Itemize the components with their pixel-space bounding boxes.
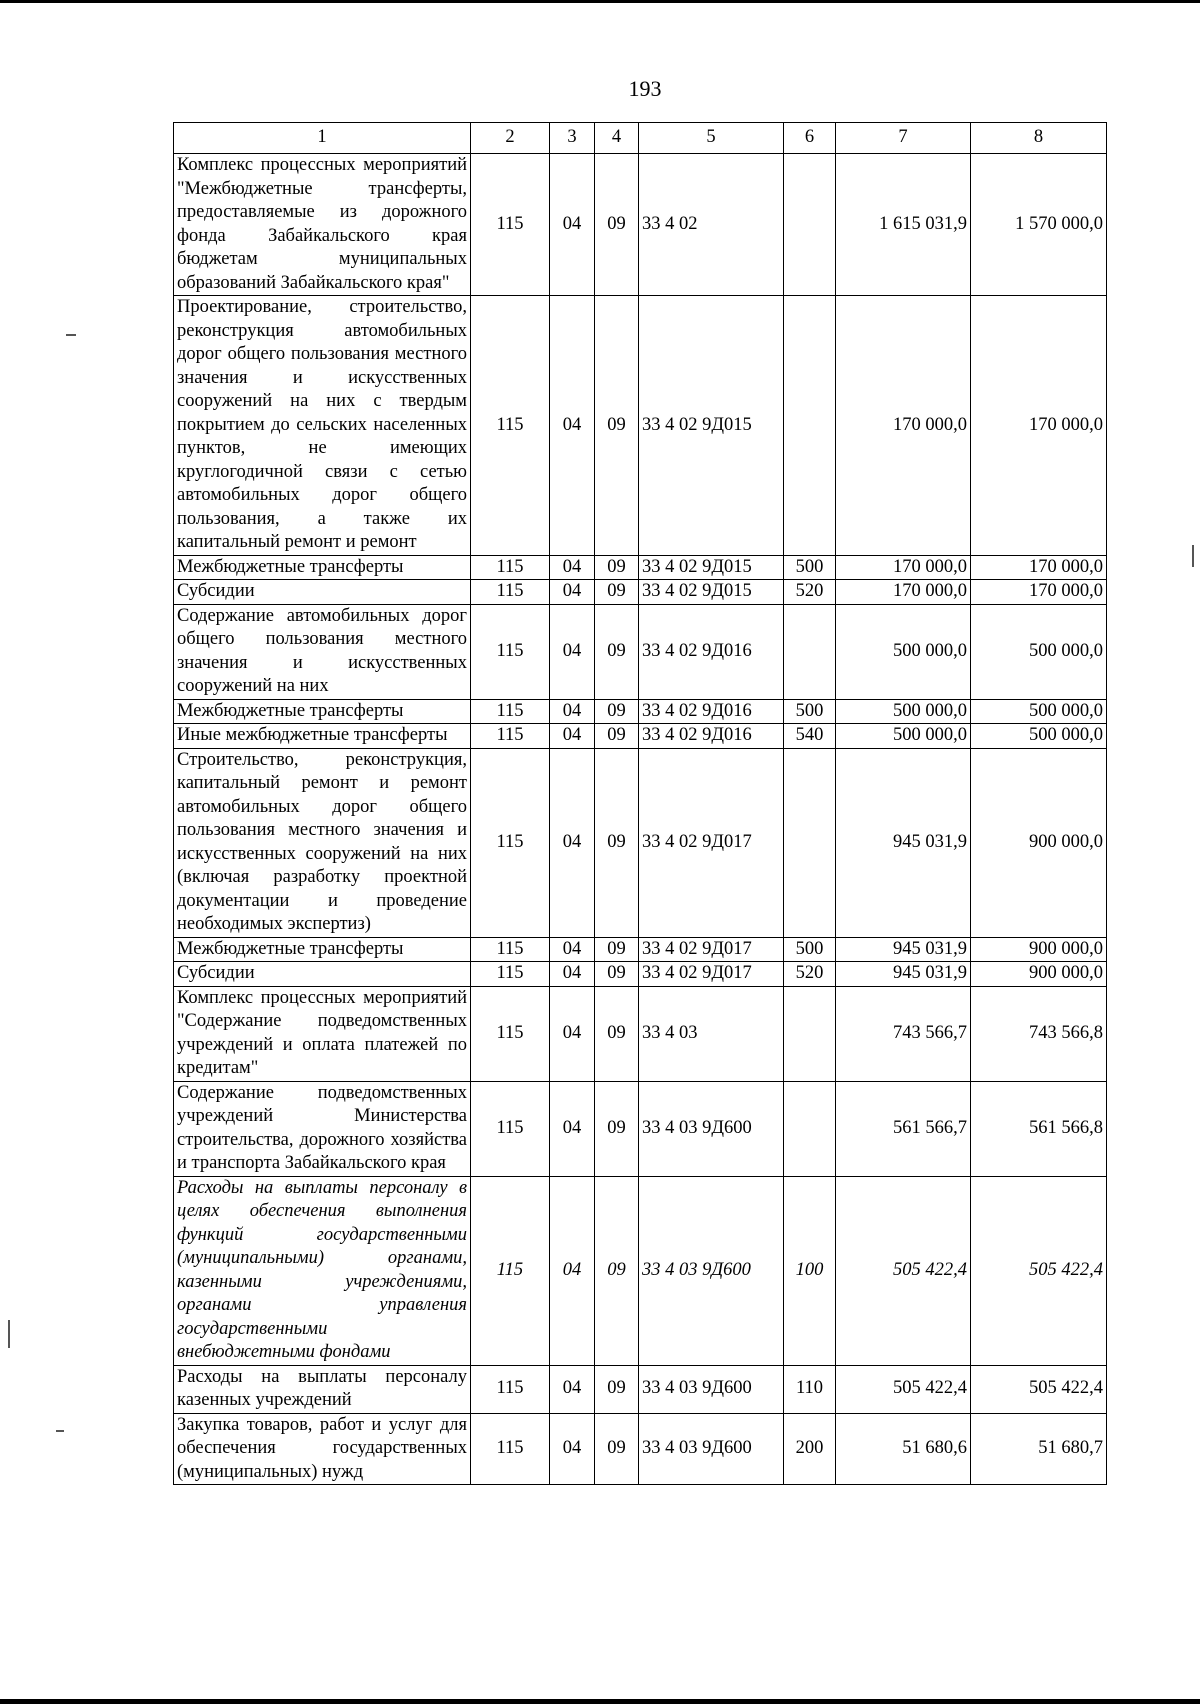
target-article-code: 33 4 03 xyxy=(639,986,784,1081)
target-article-code: 33 4 02 9Д017 xyxy=(639,937,784,962)
amount-year-1: 170 000,0 xyxy=(836,580,971,605)
section-code: 04 xyxy=(550,724,595,749)
ministry-code: 115 xyxy=(471,1413,550,1485)
table-header-row xyxy=(174,123,1107,154)
ministry-code: 115 xyxy=(471,1365,550,1413)
section-code: 04 xyxy=(550,296,595,556)
amount-year-1: 500 000,0 xyxy=(836,724,971,749)
table-row xyxy=(174,580,1107,605)
table-row xyxy=(174,724,1107,749)
row-description: Содержание подведомственных учреждений Министерства строительства, дорожного хозяйства и транспорта Забайкальского края xyxy=(174,1081,471,1176)
row-description: Межбюджетные трансферты xyxy=(174,555,471,580)
target-article-code: 33 4 02 xyxy=(639,154,784,296)
row-description: Строительство, реконструкция, капитальный ремонт и ремонт автомобильных дорог общего пользования местного значения и искусственных сооружений на них (включая разработку проектной документации и проведение необходимых экспертиз) xyxy=(174,748,471,937)
ministry-code: 115 xyxy=(471,748,550,937)
table-row xyxy=(174,1413,1107,1485)
section-code: 04 xyxy=(550,962,595,987)
subsection-code: 09 xyxy=(595,154,639,296)
section-code: 04 xyxy=(550,937,595,962)
section-code: 04 xyxy=(550,580,595,605)
expense-type-code: 110 xyxy=(784,1365,836,1413)
ministry-code: 115 xyxy=(471,937,550,962)
target-article-code: 33 4 03 9Д600 xyxy=(639,1413,784,1485)
amount-year-2: 561 566,8 xyxy=(971,1081,1107,1176)
section-code: 04 xyxy=(550,555,595,580)
subsection-code: 09 xyxy=(595,937,639,962)
section-code: 04 xyxy=(550,1365,595,1413)
target-article-code: 33 4 02 9Д016 xyxy=(639,724,784,749)
row-description: Расходы на выплаты персоналу казенных учреждений xyxy=(174,1365,471,1413)
scan-mark xyxy=(1192,545,1194,567)
row-description: Расходы на выплаты персоналу в целях обеспечения выполнения функций государственными (муниципальными) органами, казенными учреждениями, органами управления государственными внебюджетными фондами xyxy=(174,1176,471,1365)
table-row xyxy=(174,1365,1107,1413)
table-row xyxy=(174,1176,1107,1365)
scan-mark xyxy=(66,334,76,336)
bottom-scan-border xyxy=(0,1699,1200,1704)
row-description: Межбюджетные трансферты xyxy=(174,937,471,962)
subsection-code: 09 xyxy=(595,986,639,1081)
amount-year-2: 900 000,0 xyxy=(971,748,1107,937)
budget-table xyxy=(173,122,1107,1485)
scan-mark xyxy=(56,1430,64,1432)
section-code: 04 xyxy=(550,154,595,296)
amount-year-1: 945 031,9 xyxy=(836,748,971,937)
expense-type-code: 100 xyxy=(784,1176,836,1365)
target-article-code: 33 4 03 9Д600 xyxy=(639,1081,784,1176)
amount-year-1: 743 566,7 xyxy=(836,986,971,1081)
amount-year-2: 500 000,0 xyxy=(971,604,1107,699)
expense-type-code: 520 xyxy=(784,580,836,605)
section-code: 04 xyxy=(550,1413,595,1485)
row-description: Проектирование, строительство, реконструкция автомобильных дорог общего пользования местного значения и искусственных сооружений на них с твердым покрытием до сельских населенных пунктов, не имеющих круглогодичной связи с сетью автомобильных дорог общего пользования, а также их капитальный ремонт и ремонт xyxy=(174,296,471,556)
column-header: 4 xyxy=(595,123,639,154)
row-description: Межбюджетные трансферты xyxy=(174,699,471,724)
subsection-code: 09 xyxy=(595,1081,639,1176)
table-row xyxy=(174,962,1107,987)
section-code: 04 xyxy=(550,1176,595,1365)
expense-type-code: 200 xyxy=(784,1413,836,1485)
column-header: 2 xyxy=(471,123,550,154)
ministry-code: 115 xyxy=(471,296,550,556)
table-row xyxy=(174,937,1107,962)
subsection-code: 09 xyxy=(595,296,639,556)
ministry-code: 115 xyxy=(471,986,550,1081)
amount-year-1: 505 422,4 xyxy=(836,1365,971,1413)
table-row xyxy=(174,699,1107,724)
table-row xyxy=(174,604,1107,699)
amount-year-1: 1 615 031,9 xyxy=(836,154,971,296)
table-row xyxy=(174,1081,1107,1176)
amount-year-2: 170 000,0 xyxy=(971,580,1107,605)
table-body xyxy=(174,154,1107,1485)
column-header: 3 xyxy=(550,123,595,154)
ministry-code: 115 xyxy=(471,1176,550,1365)
ministry-code: 115 xyxy=(471,724,550,749)
page-number: 193 xyxy=(628,76,662,101)
row-description: Комплекс процессных мероприятий "Содержание подведомственных учреждений и оплата платежей по кредитам" xyxy=(174,986,471,1081)
column-header: 6 xyxy=(784,123,836,154)
table-row xyxy=(174,555,1107,580)
table-row xyxy=(174,748,1107,937)
expense-type-code: 500 xyxy=(784,555,836,580)
subsection-code: 09 xyxy=(595,604,639,699)
table-row xyxy=(174,296,1107,556)
amount-year-2: 500 000,0 xyxy=(971,699,1107,724)
expense-type-code: 520 xyxy=(784,962,836,987)
target-article-code: 33 4 02 9Д015 xyxy=(639,580,784,605)
row-description: Содержание автомобильных дорог общего пользования местного значения и искусственных сооружений на них xyxy=(174,604,471,699)
subsection-code: 09 xyxy=(595,1176,639,1365)
column-header: 1 xyxy=(174,123,471,154)
target-article-code: 33 4 02 9Д017 xyxy=(639,748,784,937)
subsection-code: 09 xyxy=(595,962,639,987)
subsection-code: 09 xyxy=(595,580,639,605)
column-header: 8 xyxy=(971,123,1107,154)
ministry-code: 115 xyxy=(471,962,550,987)
section-code: 04 xyxy=(550,699,595,724)
amount-year-2: 170 000,0 xyxy=(971,555,1107,580)
amount-year-1: 561 566,7 xyxy=(836,1081,971,1176)
target-article-code: 33 4 03 9Д600 xyxy=(639,1365,784,1413)
target-article-code: 33 4 02 9Д016 xyxy=(639,699,784,724)
amount-year-2: 900 000,0 xyxy=(971,962,1107,987)
amount-year-1: 945 031,9 xyxy=(836,962,971,987)
amount-year-2: 170 000,0 xyxy=(971,296,1107,556)
row-description: Субсидии xyxy=(174,580,471,605)
amount-year-2: 743 566,8 xyxy=(971,986,1107,1081)
expense-type-code: 500 xyxy=(784,937,836,962)
column-header: 5 xyxy=(639,123,784,154)
target-article-code: 33 4 02 9Д016 xyxy=(639,604,784,699)
column-header: 7 xyxy=(836,123,971,154)
table-row xyxy=(174,154,1107,296)
amount-year-1: 500 000,0 xyxy=(836,604,971,699)
ministry-code: 115 xyxy=(471,1081,550,1176)
ministry-code: 115 xyxy=(471,699,550,724)
amount-year-1: 505 422,4 xyxy=(836,1176,971,1365)
section-code: 04 xyxy=(550,1081,595,1176)
expense-type-code: 540 xyxy=(784,724,836,749)
amount-year-1: 170 000,0 xyxy=(836,555,971,580)
expense-type-code xyxy=(784,1081,836,1176)
amount-year-2: 500 000,0 xyxy=(971,724,1107,749)
expense-type-code: 500 xyxy=(784,699,836,724)
expense-type-code xyxy=(784,748,836,937)
subsection-code: 09 xyxy=(595,555,639,580)
ministry-code: 115 xyxy=(471,154,550,296)
amount-year-2: 505 422,4 xyxy=(971,1176,1107,1365)
row-description: Иные межбюджетные трансферты xyxy=(174,724,471,749)
subsection-code: 09 xyxy=(595,1365,639,1413)
row-description: Субсидии xyxy=(174,962,471,987)
row-description: Закупка товаров, работ и услуг для обеспечения государственных (муниципальных) нужд xyxy=(174,1413,471,1485)
section-code: 04 xyxy=(550,986,595,1081)
ministry-code: 115 xyxy=(471,580,550,605)
amount-year-2: 51 680,7 xyxy=(971,1413,1107,1485)
top-scan-border xyxy=(0,0,1200,3)
amount-year-1: 500 000,0 xyxy=(836,699,971,724)
amount-year-1: 945 031,9 xyxy=(836,937,971,962)
amount-year-1: 51 680,6 xyxy=(836,1413,971,1485)
row-description: Комплекс процессных мероприятий "Межбюджетные трансферты, предоставляемые из дорожного фонда Забайкальского края бюджетам муниципальных образований Забайкальского края" xyxy=(174,154,471,296)
amount-year-2: 900 000,0 xyxy=(971,937,1107,962)
expense-type-code xyxy=(784,986,836,1081)
ministry-code: 115 xyxy=(471,604,550,699)
amount-year-2: 1 570 000,0 xyxy=(971,154,1107,296)
target-article-code: 33 4 02 9Д015 xyxy=(639,296,784,556)
target-article-code: 33 4 02 9Д015 xyxy=(639,555,784,580)
expense-type-code xyxy=(784,296,836,556)
subsection-code: 09 xyxy=(595,1413,639,1485)
scan-mark xyxy=(8,1320,10,1348)
subsection-code: 09 xyxy=(595,748,639,937)
subsection-code: 09 xyxy=(595,699,639,724)
target-article-code: 33 4 03 9Д600 xyxy=(639,1176,784,1365)
expense-type-code xyxy=(784,154,836,296)
ministry-code: 115 xyxy=(471,555,550,580)
table-row xyxy=(174,986,1107,1081)
subsection-code: 09 xyxy=(595,724,639,749)
section-code: 04 xyxy=(550,748,595,937)
target-article-code: 33 4 02 9Д017 xyxy=(639,962,784,987)
expense-type-code xyxy=(784,604,836,699)
amount-year-2: 505 422,4 xyxy=(971,1365,1107,1413)
section-code: 04 xyxy=(550,604,595,699)
amount-year-1: 170 000,0 xyxy=(836,296,971,556)
